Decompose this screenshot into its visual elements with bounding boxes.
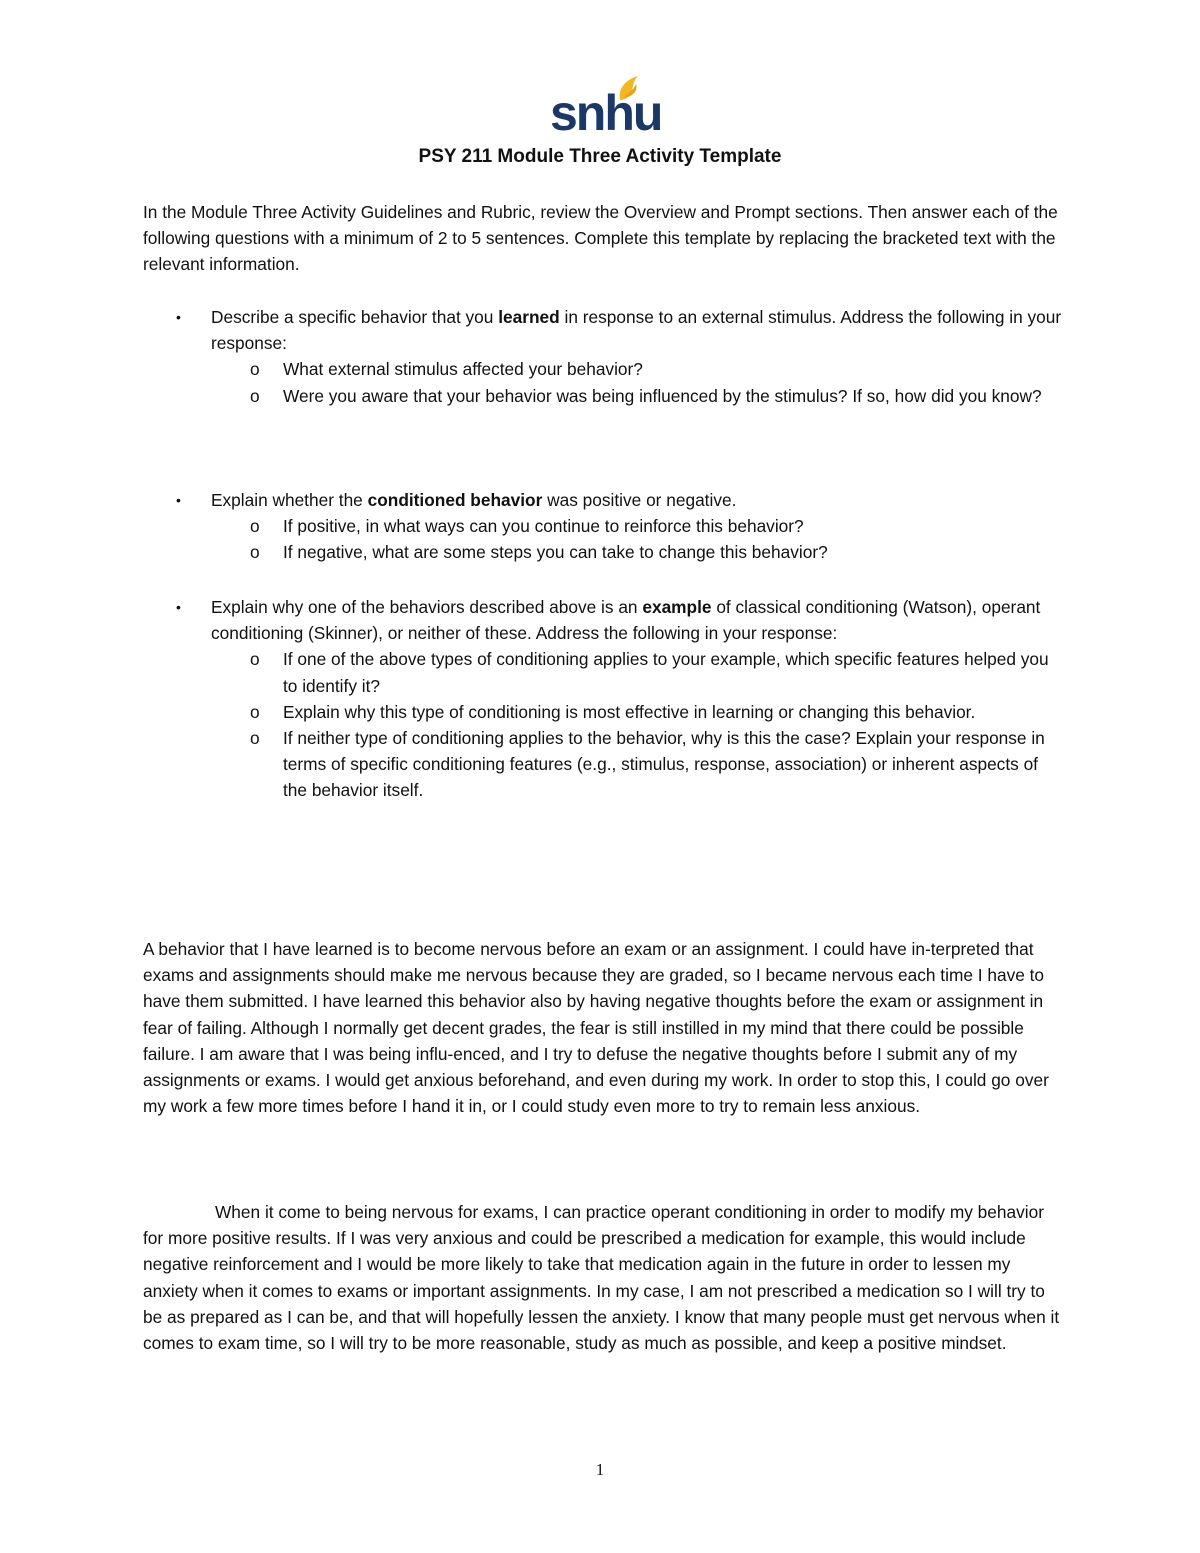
question-2-text-after: was positive or negative. xyxy=(542,490,737,510)
sub-bullet-icon: o xyxy=(250,542,260,563)
question-3-sub-1: o If one of the above types of conditioning applies to your example, which specific features helped you to identify it? xyxy=(143,646,1063,698)
question-1 xyxy=(143,304,1063,409)
question-1-prompt xyxy=(143,304,1063,356)
question-3-text-before: Explain why one of the behaviors described above is an xyxy=(211,597,643,617)
sub-bullet-icon: o xyxy=(250,701,260,722)
question-3-sub-2: o Explain why this type of conditioning is most effective in learning or changing this behavior. xyxy=(143,699,1063,725)
question-1-bold-term: learned xyxy=(498,307,560,327)
bullet-icon: • xyxy=(176,309,181,325)
sub-bullet-icon: o xyxy=(250,385,260,406)
question-2-bold-term: conditioned behavior xyxy=(367,490,543,510)
question-1-text-after: in response to an external stimulus. Address the following in your response: xyxy=(211,307,1062,354)
question-1-sub-2: o Were you aware that your behavior was being influenced by the stimulus? If so, how did you know? xyxy=(143,383,1063,409)
question-1-sub-1: o What external stimulus affected your behavior? xyxy=(143,356,1063,382)
question-3-prompt xyxy=(143,594,1063,646)
answer-paragraph-1: A behavior that I have learned is to become nervous before an exam or an assignment. I could have in-terpreted that exams and assignments should make me nervous because they are graded, so I became nervous each time I have to have them submitted. I have learned this behavior also by having negative thoughts before the exam or assignment in fear of failing. Although I normally get decent grades, the fear is still instilled in my mind that there could be possible failure. I am aware that I was being influ-enced, and I try to defuse the negative thoughts before I submit any of my assignments or exams. I would get anxious beforehand, and even during my work. In order to stop this, I could go over my work a few more times before I hand it in, or I could study even more to try to remain less anxious. xyxy=(143,939,1049,1117)
sub-bullet-icon: o xyxy=(250,359,260,380)
question-1-text-before: Describe a specific behavior that you xyxy=(211,307,499,327)
question-3-sub-3: o If neither type of conditioning applies to the behavior, why is this the case? Explain your response in terms of specific conditioning features (e.g., stimulus, response, association) or inherent aspects of the behavior itself. xyxy=(143,725,1063,804)
sub-bullet-icon: o xyxy=(250,649,260,670)
question-3-text-after: of classical conditioning (Watson), operant conditioning (Skinner), or neither of these. Address the following in your response: xyxy=(211,597,1041,644)
question-3 xyxy=(143,594,1063,804)
answer-paragraph-2: When it come to being nervous for exams, I can practice operant conditioning in order to modify my behavior for more positive results. If I was very anxious and could be prescribed a medication for example, this would include negative reinforcement and I would be more likely to take that medication again in the future in order to lessen my anxiety when it comes to exams or important assignments. In my case, I am not prescribed a medication so I will try to be as prepared as I can be, and that will hopefully lessen the anxiety. I know that many people must get nervous when it comes to exam time, so I will try to be more reasonable, study as much as possible, and keep a positive mindset. xyxy=(143,1202,1060,1354)
question-2-text-before: Explain whether the xyxy=(211,490,368,510)
page-title: PSY 211 Module Three Activity Template xyxy=(418,146,782,167)
question-2 xyxy=(143,487,1063,566)
snhu-logo xyxy=(548,72,662,141)
logo-wordmark: snhu xyxy=(550,85,662,141)
bullet-icon: • xyxy=(176,492,181,508)
intro-paragraph: In the Module Three Activity Guidelines and Rubric, review the Overview and Prompt sections. Then answer each of the following questions with a minimum of 2 to 5 sentences. Complete this template by replacing the bracketed text with the relevant information. xyxy=(143,202,1058,275)
page-number: 1 xyxy=(595,1460,605,1479)
question-2-sub-2: o If negative, what are some steps you can take to change this behavior? xyxy=(143,539,1063,565)
sub-bullet-icon: o xyxy=(250,728,260,749)
question-2-prompt xyxy=(143,487,1063,513)
question-3-bold-term: example xyxy=(642,597,712,617)
bullet-icon: • xyxy=(176,599,181,615)
sub-bullet-icon: o xyxy=(250,516,260,537)
question-2-sub-1: o If positive, in what ways can you continue to reinforce this behavior? xyxy=(143,513,1063,539)
